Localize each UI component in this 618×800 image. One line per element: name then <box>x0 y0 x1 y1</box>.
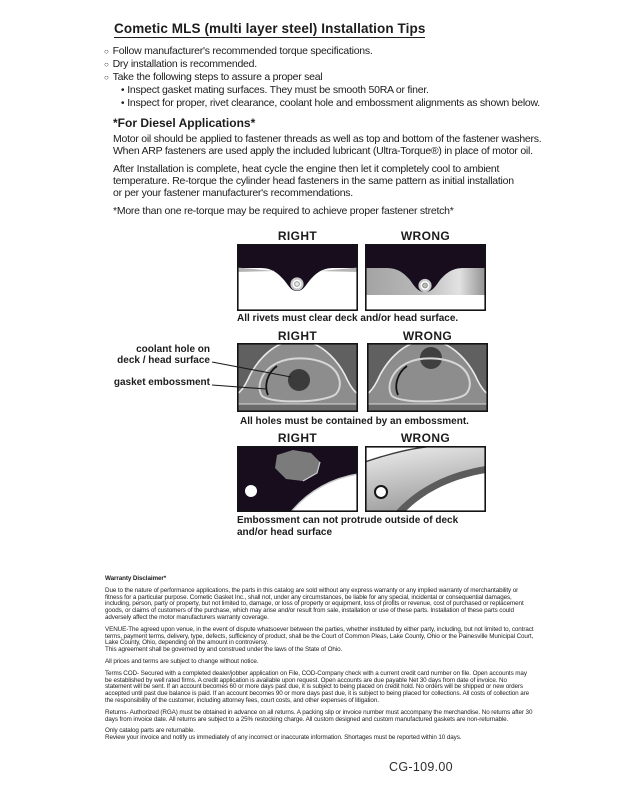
embossment-caption: All holes must be contained by an embossment. <box>240 416 469 427</box>
rivet-caption: All rivets must clear deck and/or head surface. <box>237 313 459 324</box>
diesel-paragraph-2 <box>113 164 514 199</box>
tip-row <box>104 71 540 84</box>
tip-text: Follow manufacturer's recommended torque specifications. <box>112 45 373 57</box>
circle-bullet-icon: ○ <box>104 47 109 56</box>
wrong-label: WRONG <box>400 431 451 445</box>
protrusion-wrong-diagram <box>365 446 486 512</box>
protrusion-right-diagram <box>237 446 358 512</box>
legal-paragraph: VENUE-The agreed upon venue, in the event of dispute whatsoever between the parties, whether instituted by either party, including, but not limited to, contract terms, payment terms, delivery, type, defects, sufficiency of product, shall be the Court of Common Pleas, Lake County, Ohio or the Painesville Municipal Court, Lake County, Ohio, depending on the amount in controversy. <box>105 625 534 647</box>
tip-text: Inspect for proper, rivet clearance, coolant hole and embossment alignments as shown below. <box>127 97 540 109</box>
rivet-wrong-diagram <box>365 244 486 311</box>
circle-bullet-icon: ○ <box>104 73 109 82</box>
wrong-label: WRONG <box>402 329 453 343</box>
legal-paragraph: Only catalog parts are returnable. <box>105 727 196 735</box>
diesel-paragraph-1 <box>113 134 541 158</box>
callout-line: coolant hole on <box>136 344 210 355</box>
legal-paragraph: All prices and terms are subject to change without notice. <box>105 657 259 665</box>
diesel-heading: *For Diesel Applications* <box>113 116 256 130</box>
legal-paragraph: This agreement shall be governed by and construed under the laws of the State of Ohio. <box>105 646 343 654</box>
tip-subrow <box>121 97 540 110</box>
legal-disclaimer <box>105 576 535 747</box>
legal-paragraph: Returns- Authorized (RGA) must be obtained in advance on all returns. A packing slip or invoice number must accompany the merchandise. No returns after 30 days from invoice date. All returns are subject to a 25% restocking charge. All custom designed and custom manufactured gaskets are non-returnable. <box>105 708 533 723</box>
paragraph-line: After Installation is complete, heat cycle the engine then let it completely cool to ambient <box>113 163 500 175</box>
rivet-center <box>423 283 428 288</box>
paragraph-line: temperature. Re-torque the cylinder head fasteners in the same pattern as initial installation <box>113 174 514 187</box>
right-label: RIGHT <box>277 229 318 243</box>
page-code: CG-109.00 <box>389 760 453 774</box>
embossment-right-diagram <box>237 343 358 412</box>
bolt-hole <box>375 486 387 498</box>
tip-row <box>104 58 540 71</box>
callout-line: deck / head surface <box>117 354 210 366</box>
tip-text: Take the following steps to assure a proper seal <box>112 71 323 83</box>
embossment-wrong-diagram <box>367 343 488 412</box>
retorque-note: *More than one re-torque may be required to achieve proper fastener stretch* <box>113 205 454 217</box>
paragraph-line: or per your fastener manufacturer's recommendations. <box>113 186 353 199</box>
right-label: RIGHT <box>277 329 318 343</box>
callout-coolant-hole <box>106 345 210 366</box>
bolt-hole <box>245 485 257 497</box>
legal-heading: Warranty Disclaimer* <box>105 575 167 582</box>
rivet-right-diagram <box>237 244 358 311</box>
coolant-hole <box>288 369 310 391</box>
page-title: Cometic MLS (multi layer steel) Installation Tips <box>114 21 426 36</box>
paragraph-line: When ARP fasteners are used apply the included lubricant (Ultra-Torque®) in place of motor oil. <box>113 144 533 157</box>
dot-bullet-icon: • <box>121 98 125 109</box>
legal-paragraph: Due to the nature of performance applications, the parts in this catalog are sold without any express warranty or any implied warranty of merchantability or fitness for a particular purpose. Cometic Gasket Inc., shall not, under any circumstances, be liable for any special, incidental or consequential damages, including, person, party or property, but not limited to, damage, or loss of property or equipment, loss of profits or revenue, cost of purchased or replacement goods, or claims of customers of the purchase, which may arise and/or result from sale, installation or use of these parts. Installation of these parts could adversely affect the motor manufacturers warranty coverage. <box>105 586 524 621</box>
wrong-label: WRONG <box>400 229 451 243</box>
dot-bullet-icon: • <box>121 85 125 96</box>
tip-row <box>104 45 540 58</box>
legal-paragraph: Review your invoice and notify us immediately of any incorrect or inaccurate information. Shortages must be reported within 10 days. <box>105 734 462 742</box>
circle-bullet-icon: ○ <box>104 60 109 69</box>
tip-subrow <box>121 84 540 97</box>
legal-paragraph: Terms COD- Secured with a completed dealer/jobber application on File, COD-Company check with a current credit card number on file. Open accounts may be established by well rated firms. A credit application is available upon request. Open accounts are due payable Net 30 days from date of invoice. No statement will be sent. If an account becomes 60 or more days past due, it is subject to being placed on credit hold. No orders will be shipped or new orders accepted until past due balance is paid. If an account becomes 90 or more days past due, it is subject to being placed for collections. All costs of collection are the responsibility of the customer, including attorney fees, court costs, and other expenses of litigation. <box>105 669 530 704</box>
tip-text: Inspect gasket mating surfaces. They must be smooth 50RA or finer. <box>127 84 429 96</box>
tip-text: Dry installation is recommended. <box>112 58 257 70</box>
protrusion-caption: Embossment can not protrude outside of deck and/or head surface <box>237 515 459 538</box>
rivet-center <box>295 282 300 287</box>
right-label: RIGHT <box>277 431 318 445</box>
paragraph-line: Motor oil should be applied to fastener threads as well as top and bottom of the fastener washers. <box>113 133 542 145</box>
tips-list <box>104 45 540 110</box>
callout-gasket-embossment: gasket embossment <box>113 377 210 388</box>
